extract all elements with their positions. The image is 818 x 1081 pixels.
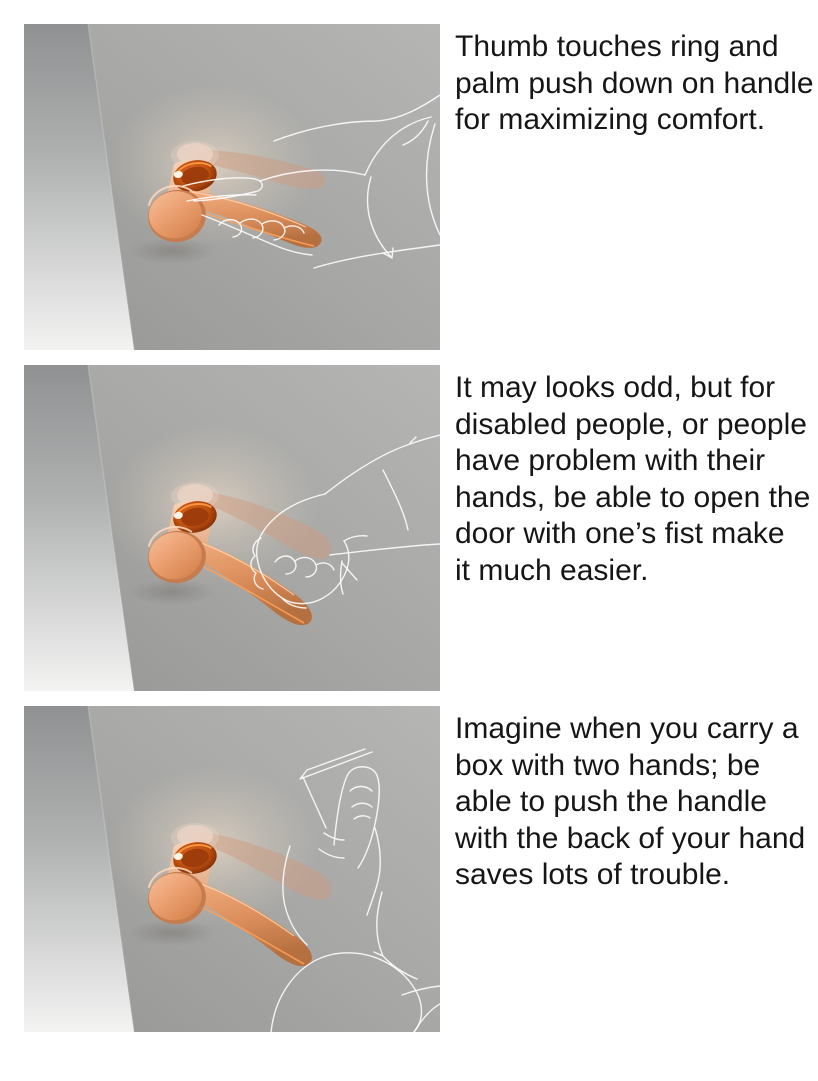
door-wall-background (24, 24, 440, 350)
caption-line: palm push down on handle (455, 66, 814, 100)
usage-panel-back-of-hand (24, 706, 818, 1032)
handle-grip-figure (24, 24, 440, 350)
door-wall-background (24, 706, 440, 1032)
handle-grip-render (24, 24, 440, 350)
caption-line: disabled people, or people (455, 407, 807, 441)
caption-line: have problem with their (455, 444, 766, 478)
usage-panel-fist (24, 365, 818, 691)
usage-panel-grip (24, 24, 818, 350)
caption-line: hands, be able to open the (455, 480, 811, 514)
caption-grip (455, 29, 814, 139)
caption-line: saves lots of trouble. (455, 858, 731, 892)
caption-line: with the back of your hand (455, 821, 806, 855)
caption-fist (455, 370, 810, 590)
caption-line: It may looks odd, but for (455, 371, 776, 404)
door-wall-background (24, 365, 440, 691)
caption-line: door with one’s fist make (455, 517, 785, 551)
handle-fist-figure (24, 365, 440, 691)
caption-line: Thumb touches ring and (455, 30, 779, 63)
caption-line: box with two hands; be (455, 748, 761, 782)
handle-back-of-hand-figure (24, 706, 440, 1032)
caption-line: able to push the handle (455, 785, 767, 819)
handle-fist-render (24, 365, 440, 691)
caption-line: Imagine when you carry a (455, 712, 799, 745)
handle-back-of-hand-render (24, 706, 440, 1032)
caption-line: it much easier. (455, 553, 649, 587)
caption-back-of-hand (455, 711, 805, 894)
caption-line: for maximizing comfort. (455, 103, 766, 137)
